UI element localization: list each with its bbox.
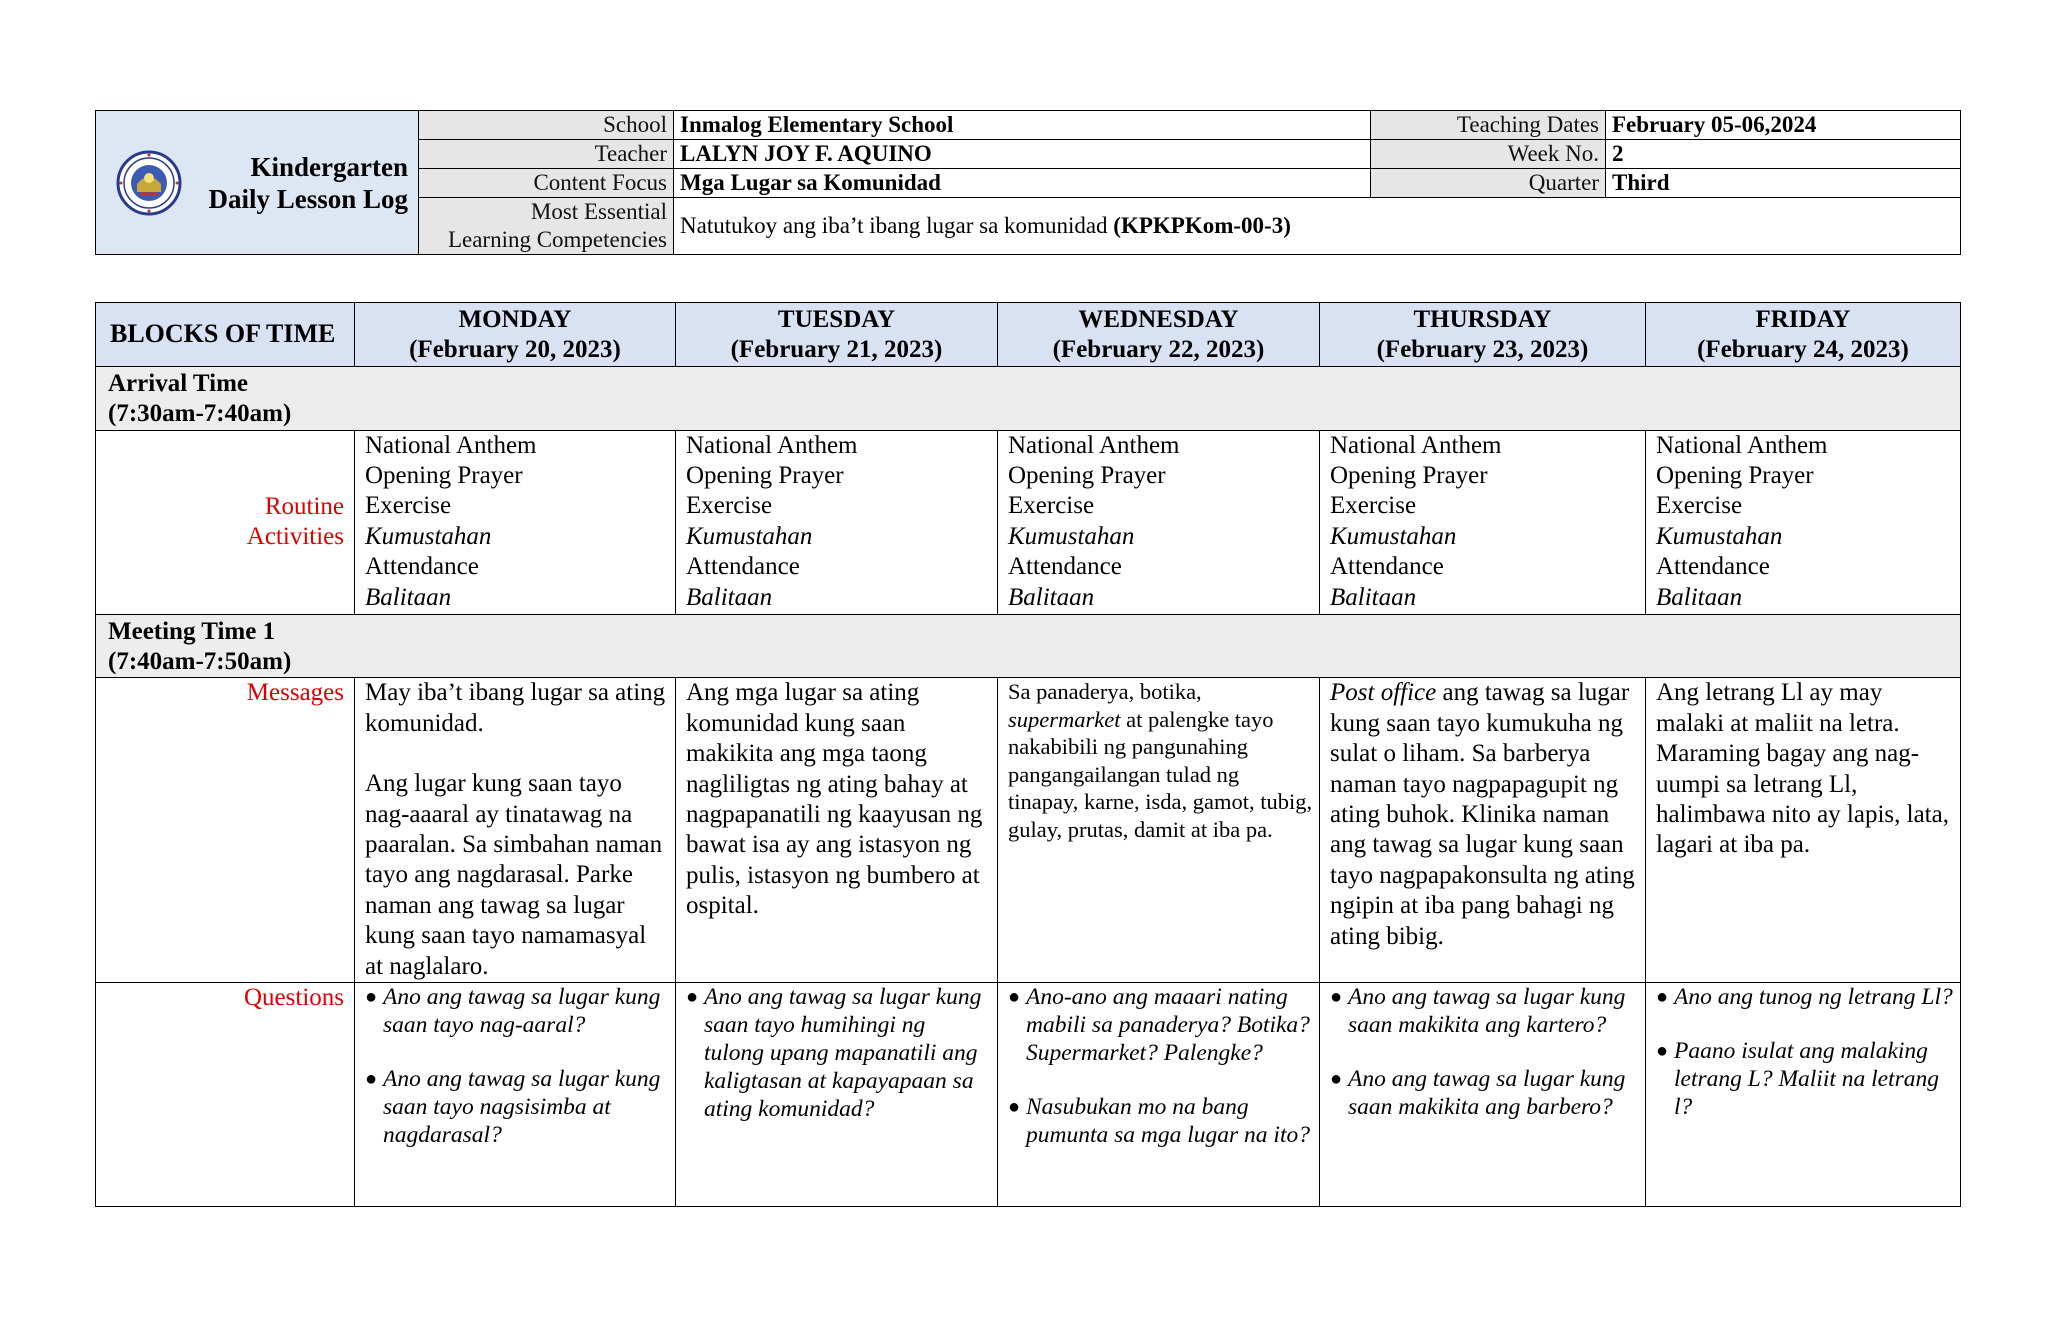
question-text: Ano ang tawag sa lugar kung saan tayo humihingi ng tulong upang mapanatili ang kaligtasan at kapayapaan sa ating komunidad?	[704, 984, 982, 1123]
schedule-table	[95, 302, 1961, 1207]
question-item	[1656, 1037, 1954, 1121]
message-text	[1008, 678, 1313, 843]
routine-item: Kumustahan	[686, 522, 813, 550]
routine-item: Exercise	[365, 492, 452, 520]
message-monday	[355, 678, 676, 983]
routine-item: Balitaan	[365, 583, 452, 611]
arrival-title: Arrival Time	[108, 369, 249, 397]
routine-item: Opening Prayer	[686, 462, 844, 490]
bullet-icon: ●	[365, 1068, 378, 1091]
day-date: (February 20, 2023)	[409, 336, 621, 364]
message-text-italic: Post office	[1330, 679, 1437, 707]
doc-title-line2: Daily Lesson Log	[208, 183, 408, 214]
questions-label: Questions	[96, 983, 355, 1207]
message-text-part: ang tawag sa lugar kung saan tayo kumukuha ng sulat o liham. Sa barberya naman tayo nagpapagupit ng ating buhok. Klinika naman ang tawag sa lugar kung saan tayo nagpapakonsulta ng ating ngipin at iba pang bahagi ng ating bibig.	[1330, 679, 1635, 950]
routine-item: Opening Prayer	[365, 462, 523, 490]
questions-monday	[355, 983, 676, 1207]
bullet-icon: ●	[365, 986, 378, 1009]
day-date: (February 23, 2023)	[1376, 336, 1589, 364]
doc-title-line1: Kindergarten	[250, 151, 408, 182]
day-name: MONDAY	[458, 306, 572, 333]
question-item	[1008, 983, 1313, 1067]
routine-friday	[1646, 430, 1961, 614]
arrival-time: (7:30am-7:40am)	[108, 400, 292, 428]
routine-item: Balitaan	[686, 583, 773, 611]
question-text: Ano-ano ang maaari nating mabili sa panaderya? Botika? Supermarket? Palengke?	[1026, 984, 1310, 1067]
day-header-monday	[355, 303, 676, 367]
day-name: FRIDAY	[1755, 306, 1851, 333]
week-label: Week No.	[1371, 140, 1606, 169]
question-item	[1008, 1093, 1313, 1149]
routine-label-line1: Routine	[264, 492, 344, 520]
quarter-value: Third	[1606, 169, 1961, 198]
day-date: (February 24, 2023)	[1697, 336, 1909, 364]
bullet-icon: ●	[1656, 986, 1669, 1009]
day-name: THURSDAY	[1413, 306, 1552, 333]
questions-friday	[1646, 983, 1961, 1207]
routine-item: Attendance	[686, 553, 800, 581]
meeting-time-section	[96, 614, 1961, 678]
arrival-time-section	[96, 366, 1961, 430]
message-thursday	[1320, 678, 1646, 983]
bullet-icon: ●	[1330, 1068, 1343, 1091]
routine-wednesday	[998, 430, 1320, 614]
messages-label: Messages	[96, 678, 355, 983]
message-friday	[1646, 678, 1961, 983]
questions-wednesday	[998, 983, 1320, 1207]
routine-item: National Anthem	[1330, 431, 1502, 459]
bullet-icon: ●	[1008, 986, 1021, 1009]
routine-item: National Anthem	[1656, 431, 1828, 459]
routine-item: Opening Prayer	[1330, 462, 1488, 490]
question-item	[1656, 983, 1954, 1011]
message-text	[1330, 678, 1639, 952]
melc-text: Natutukoy ang iba’t ibang lugar sa komunidad	[680, 213, 1108, 238]
question-text: Ano ang tawag sa lugar kung saan tayo nagsisimba at nagdarasal?	[383, 1066, 661, 1149]
message-wednesday	[998, 678, 1320, 983]
routine-item: National Anthem	[1008, 431, 1180, 459]
question-text: Ano ang tawag sa lugar kung saan makikita ang barbero?	[1348, 1066, 1626, 1121]
routine-thursday	[1320, 430, 1646, 614]
week-value: 2	[1606, 140, 1961, 169]
routine-item: Opening Prayer	[1008, 462, 1166, 490]
routine-item: Exercise	[686, 492, 773, 520]
routine-item: Attendance	[1008, 553, 1122, 581]
bullet-icon: ●	[1008, 1096, 1021, 1119]
meeting-time: (7:40am-7:50am)	[108, 648, 292, 676]
routine-item: Exercise	[1330, 492, 1417, 520]
routine-item: Attendance	[1656, 553, 1770, 581]
day-date: (February 21, 2023)	[730, 336, 943, 364]
day-name: TUESDAY	[777, 306, 896, 333]
routine-item: Kumustahan	[1330, 522, 1457, 550]
teacher-value: LALYN JOY F. AQUINO	[674, 140, 1371, 169]
meeting-title: Meeting Time 1	[108, 617, 276, 645]
question-text: Ano ang tunog ng letrang Ll?	[1674, 984, 1953, 1011]
header-title-cell	[96, 111, 419, 255]
lesson-log-header	[95, 110, 1961, 255]
question-text: Ano ang tawag sa lugar kung saan tayo nag-aaral?	[383, 984, 661, 1039]
message-text: Ang letrang Ll ay may malaki at maliit na letra. Maraming bagay ang nag-uumpi sa letrang Ll, halimbawa nito ay lapis, lata, lagari at iba pa.	[1656, 679, 1949, 859]
message-tuesday	[676, 678, 998, 983]
routine-monday	[355, 430, 676, 614]
day-name: WEDNESDAY	[1078, 306, 1239, 333]
melc-label	[419, 198, 674, 255]
content-focus-value: Mga Lugar sa Komunidad	[674, 169, 1371, 198]
melc-label-line1: Most Essential	[530, 199, 667, 224]
quarter-label: Quarter	[1371, 169, 1606, 198]
bullet-icon: ●	[1330, 986, 1343, 1009]
bullet-icon: ●	[1656, 1040, 1669, 1063]
melc-value	[674, 198, 1961, 255]
message-text-part: at palengke tayo nakabibili ng pangunahing pangangailangan tulad ng tinapay, karne, isda, gamot, tubig, gulay, prutas, damit at iba pa.	[1008, 706, 1313, 842]
questions-thursday	[1320, 983, 1646, 1207]
question-item	[686, 983, 991, 1123]
routine-tuesday	[676, 430, 998, 614]
message-text: Ang lugar kung saan tayo nag-aaaral ay tinatawag na paaralan. Sa simbahan naman tayo ang nagdarasal. Parke naman ang tawag sa lugar kung saan tayo namamasyal at naglalaro.	[365, 770, 663, 980]
questions-tuesday	[676, 983, 998, 1207]
routine-item: Balitaan	[1008, 583, 1095, 611]
question-item	[365, 1065, 669, 1149]
melc-code: (KPKPKom-00-3)	[1113, 213, 1291, 238]
routine-item: Exercise	[1656, 492, 1743, 520]
message-text: Ang mga lugar sa ating komunidad kung saan makikita ang mga taong nagliligtas ng ating bahay at nagpapanatili ng kaayusan ng bawat isa ay ang istasyon ng pulis, istasyon ng bumbero at ospital.	[686, 679, 983, 920]
routine-item: National Anthem	[365, 431, 537, 459]
teaching-dates-value: February 05-06,2024	[1606, 111, 1961, 140]
routine-item: Kumustahan	[1008, 522, 1135, 550]
message-text-part: Sa panaderya, botika,	[1008, 679, 1202, 705]
routine-item: Attendance	[1330, 553, 1444, 581]
day-header-wednesday	[998, 303, 1320, 367]
message-text: May iba’t ibang lugar sa ating komunidad.	[365, 679, 666, 737]
routine-item: National Anthem	[686, 431, 858, 459]
routine-item: Attendance	[365, 553, 479, 581]
routine-activities-label	[96, 430, 355, 614]
day-date: (February 22, 2023)	[1052, 336, 1265, 364]
day-header-tuesday	[676, 303, 998, 367]
routine-label-line2: Activities	[246, 523, 344, 551]
routine-item: Kumustahan	[1656, 522, 1783, 550]
question-item	[365, 983, 669, 1039]
question-text: Nasubukan mo na bang pumunta sa mga lugar na ito?	[1026, 1094, 1310, 1149]
blocks-of-time-header: BLOCKS OF TIME	[96, 303, 355, 367]
content-focus-label: Content Focus	[419, 169, 674, 198]
question-item	[1330, 983, 1639, 1039]
bullet-icon: ●	[686, 986, 699, 1009]
teacher-label: Teacher	[419, 140, 674, 169]
melc-label-line2: Learning Competencies	[447, 227, 667, 252]
question-text: Paano isulat ang malaking letrang L? Maliit na letrang l?	[1674, 1038, 1940, 1121]
routine-item: Balitaan	[1656, 583, 1743, 611]
school-label: School	[419, 111, 674, 140]
routine-item: Balitaan	[1330, 583, 1417, 611]
question-item	[1330, 1065, 1639, 1121]
deped-seal-icon	[116, 150, 182, 216]
school-value: Inmalog Elementary School	[674, 111, 1371, 140]
day-header-thursday	[1320, 303, 1646, 367]
question-text: Ano ang tawag sa lugar kung saan makikita ang kartero?	[1348, 984, 1626, 1039]
day-header-friday	[1646, 303, 1961, 367]
routine-item: Kumustahan	[365, 522, 492, 550]
teaching-dates-label: Teaching Dates	[1371, 111, 1606, 140]
routine-item: Exercise	[1008, 492, 1095, 520]
message-text-italic: supermarket	[1008, 706, 1121, 732]
routine-item: Opening Prayer	[1656, 462, 1814, 490]
